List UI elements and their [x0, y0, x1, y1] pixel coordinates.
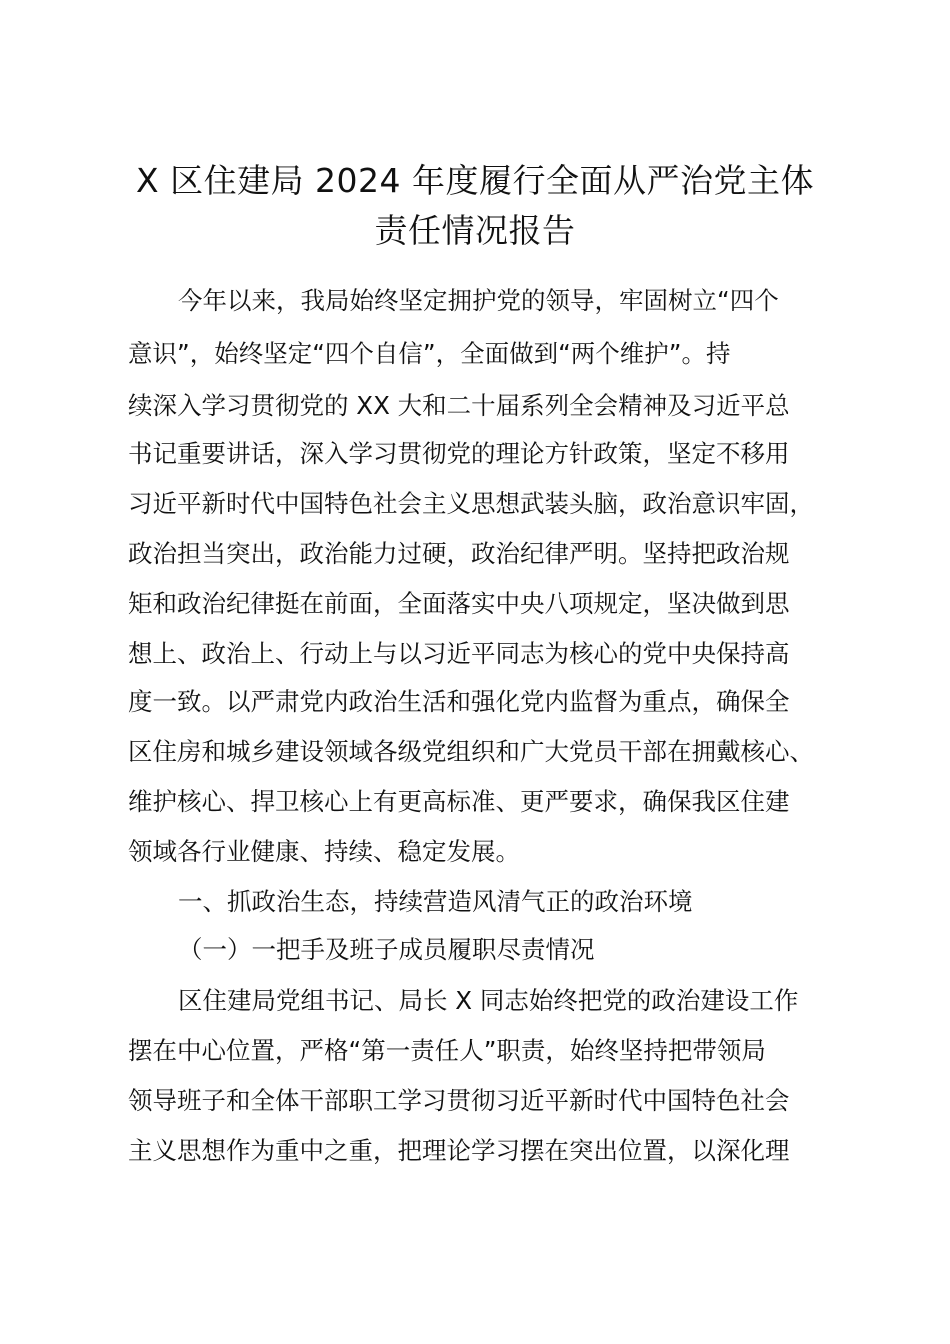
text-line: 矩和政治纪律挺在前面，全面落实中央八项规定，坚决做到思: [128, 589, 790, 618]
text-line: 维护核心、捍卫核心上有更高标准、更严要求，确保我区住建: [128, 787, 790, 816]
text-line: 书记重要讲话，深入学习贯彻党的理论方针政策，坚定不移用: [128, 439, 790, 468]
document-title-line-1: X 区住建局 2024 年度履行全面从严治党主体: [135, 161, 815, 200]
text-line: 主义思想作为重中之重，把理论学习摆在突出位置，以深化理: [128, 1136, 790, 1165]
text-line: 摆在中心位置，严格“第一责任人”职责，始终坚持把带领局: [128, 1036, 766, 1065]
text-line: 领域各行业健康、持续、稳定发展。: [128, 837, 520, 866]
text-line: 意识”，始终坚定“四个自信”，全面做到“两个维护”。持: [128, 339, 731, 368]
section-heading: 一、抓政治生态，持续营造风清气正的政治环境: [178, 887, 693, 916]
document-title-line-2: 责任情况报告: [374, 211, 576, 250]
subsection-heading: （一）一把手及班子成员履职尽责情况: [178, 935, 595, 964]
text-line: 政治担当突出，政治能力过硬，政治纪律严明。坚持把政治规: [128, 539, 790, 568]
text-line: 习近平新时代中国特色社会主义思想武装头脑，政治意识牢固，: [128, 489, 814, 518]
text-line: 续深入学习贯彻党的 XX 大和二十届系列全会精神及习近平总: [128, 391, 790, 420]
text-line: 今年以来，我局始终坚定拥护党的领导，牢固树立“四个: [178, 286, 779, 315]
text-line: 区住建局党组书记、局长 X 同志始终把党的政治建设工作: [178, 986, 799, 1015]
text-line: 领导班子和全体干部职工学习贯彻习近平新时代中国特色社会: [128, 1086, 790, 1115]
text-line: 想上、政治上、行动上与以习近平同志为核心的党中央保持高: [128, 639, 790, 668]
text-line: 区住房和城乡建设领域各级党组织和广大党员干部在拥戴核心、: [128, 737, 814, 766]
text-line: 度一致。以严肃党内政治生活和强化党内监督为重点，确保全: [128, 687, 790, 716]
